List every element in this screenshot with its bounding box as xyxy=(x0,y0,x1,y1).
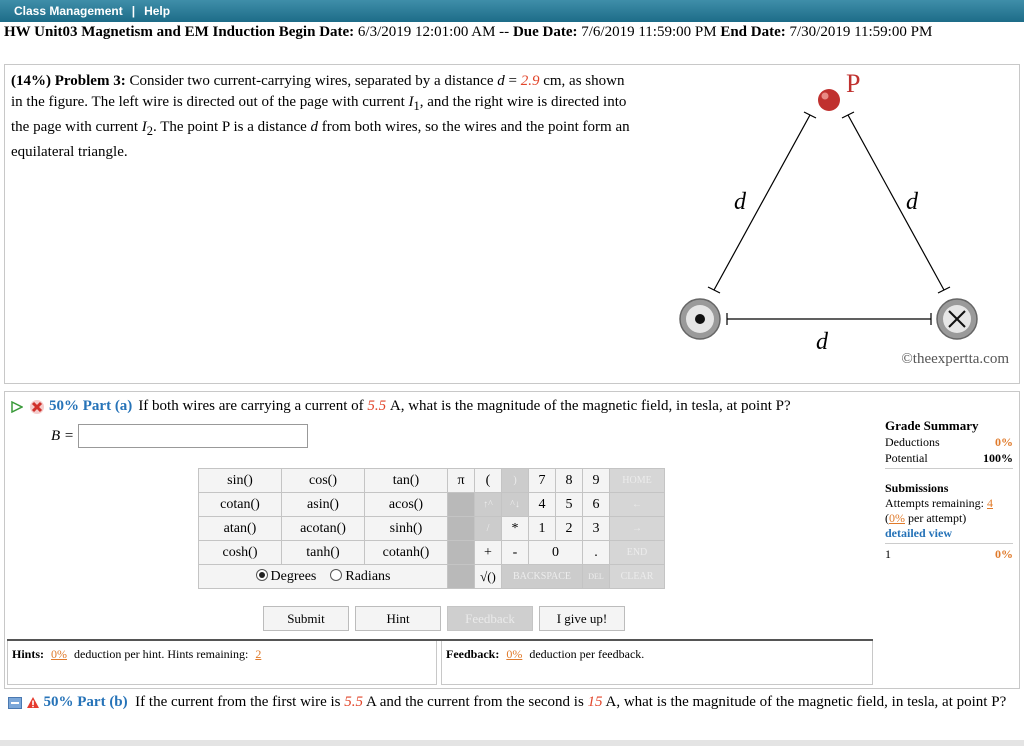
per-attempt-row xyxy=(885,511,1013,526)
potential-row xyxy=(885,450,1013,466)
digit-0-button[interactable]: 0 xyxy=(529,541,583,565)
current-i1-sub: 1 xyxy=(413,99,420,113)
submission-score: 0% xyxy=(995,547,1013,561)
feedback-panel xyxy=(441,641,873,685)
del-button[interactable]: DEL xyxy=(583,565,610,589)
equilateral-triangle-figure xyxy=(665,65,1021,365)
digit-9-button[interactable]: 9 xyxy=(583,469,610,493)
part-a-header xyxy=(11,398,791,415)
begin-date-value: 6/3/2019 12:01:00 AM -- xyxy=(357,24,510,40)
digit-2-button[interactable]: 2 xyxy=(556,517,583,541)
part-a-question-1: If both wires are carrying a current of xyxy=(138,398,364,414)
degrees-radio-indicator xyxy=(256,569,268,581)
degrees-radio[interactable] xyxy=(256,569,317,584)
problem-label: Problem 3: xyxy=(54,73,126,89)
radians-label: Radians xyxy=(345,568,391,584)
deductions-label: Deductions xyxy=(885,435,940,449)
grade-divider xyxy=(885,468,1013,469)
right-dimension-line xyxy=(848,115,944,290)
radians-radio[interactable] xyxy=(330,569,390,584)
per-attempt-pct: 0% xyxy=(889,511,905,525)
atan-button[interactable]: atan() xyxy=(199,517,282,541)
end-date-value: 7/30/2019 11:59:00 PM xyxy=(789,24,933,40)
point-p-highlight xyxy=(822,93,829,100)
multiply-button[interactable]: * xyxy=(502,517,529,541)
deductions-row xyxy=(885,434,1013,450)
copyright-notice: ©theexpertta.com xyxy=(901,351,1009,367)
cosh-button[interactable]: cosh() xyxy=(199,541,282,565)
deductions-value: 0% xyxy=(995,435,1013,449)
right-distance-label: d xyxy=(906,189,918,215)
potential-value: 100% xyxy=(983,451,1013,465)
part-b-box xyxy=(4,690,1020,740)
current-i1: I xyxy=(408,94,414,110)
part-a-percent-label: 50% Part (a) xyxy=(49,398,133,414)
feedback-text: deduction per feedback. xyxy=(529,647,645,661)
cos-button[interactable]: cos() xyxy=(282,469,365,493)
part-b-question-1: If the current from the first wire is xyxy=(135,694,341,710)
hints-deduction-pct: 0% xyxy=(51,647,68,661)
digit-3-button[interactable]: 3 xyxy=(583,517,610,541)
right-paren-button[interactable]: ) xyxy=(502,469,529,493)
begin-date-label: Begin Date: xyxy=(278,24,355,40)
hint-button[interactable]: Hint xyxy=(355,606,441,631)
hints-remaining: 2 xyxy=(255,647,262,661)
class-management-link[interactable]: Class Management xyxy=(14,4,123,18)
digit-7-button[interactable]: 7 xyxy=(529,469,556,493)
attempts-row xyxy=(885,496,1013,511)
left-arrow-button[interactable]: ← xyxy=(610,493,665,517)
problem-text-2: cm, as shown in the figure. The left wire is directed out of the page with current xyxy=(11,73,625,110)
answer-label: B = xyxy=(51,427,75,444)
per-attempt-lparen: ( xyxy=(885,511,889,525)
grade-summary xyxy=(885,418,1013,562)
home-button[interactable]: HOME xyxy=(610,469,665,493)
digit-1-button[interactable]: 1 xyxy=(529,517,556,541)
feedback-label: Feedback: xyxy=(446,647,500,661)
left-paren-button[interactable]: ( xyxy=(475,469,502,493)
left-distance-label: d xyxy=(734,189,746,215)
current-i2-sub: 2 xyxy=(146,124,154,138)
digit-5-button[interactable]: 5 xyxy=(556,493,583,517)
right-dim-tick-bottom xyxy=(938,287,950,293)
sqrt-button[interactable]: √() xyxy=(475,565,502,589)
distance-var: d xyxy=(497,73,505,89)
right-arrow-button[interactable]: → xyxy=(610,517,665,541)
assignment-header xyxy=(4,24,1020,41)
part-b-question-2: A and the current from the second is xyxy=(365,694,584,710)
submit-button[interactable]: Submit xyxy=(263,606,349,631)
hints-label: Hints: xyxy=(12,647,45,661)
submissions-divider xyxy=(885,543,1013,544)
problem-text-4: . The point P is a distance xyxy=(153,119,307,135)
right-dim-tick-top xyxy=(842,112,854,118)
due-date-value: 7/6/2019 11:59:00 PM xyxy=(581,24,717,40)
angle-mode-selector xyxy=(199,565,448,589)
per-attempt-text: per attempt) xyxy=(908,511,967,525)
empty-key-3 xyxy=(448,541,475,565)
action-buttons xyxy=(263,606,625,631)
sinh-button[interactable]: sinh() xyxy=(365,517,448,541)
part-a-question-2: A, what is the magnitude of the magnetic field, in tesla, at point P? xyxy=(389,398,791,414)
tanh-button[interactable]: tanh() xyxy=(282,541,365,565)
incorrect-x-icon xyxy=(29,399,45,415)
left-dimension-line xyxy=(714,115,810,290)
digit-6-button[interactable]: 6 xyxy=(583,493,610,517)
potential-label: Potential xyxy=(885,451,928,465)
radians-radio-indicator xyxy=(330,569,342,581)
decimal-point-button[interactable]: . xyxy=(583,541,610,565)
assignment-title: HW Unit03 Magnetism and EM Induction xyxy=(4,24,276,40)
part-b-question-3: A, what is the magnitude of the magnetic field, in tesla, at point P? xyxy=(605,694,1007,710)
grade-summary-title: Grade Summary xyxy=(885,418,979,433)
backspace-button[interactable]: BACKSPACE xyxy=(502,565,583,589)
part-b-current-2: 15 xyxy=(587,694,603,710)
plus-button[interactable]: + xyxy=(475,541,502,565)
digit-4-button[interactable]: 4 xyxy=(529,493,556,517)
submissions-title: Submissions xyxy=(885,481,949,495)
submission-history-row xyxy=(885,546,1013,562)
part-a-current-value: 5.5 xyxy=(367,398,387,414)
asin-button[interactable]: asin() xyxy=(282,493,365,517)
left-wire-dot xyxy=(695,314,705,324)
end-button[interactable]: END xyxy=(610,541,665,565)
end-date-label: End Date: xyxy=(720,24,786,40)
problem-weight: (14%) xyxy=(11,73,51,89)
digit-8-button[interactable]: 8 xyxy=(556,469,583,493)
play-icon[interactable] xyxy=(11,401,23,413)
problem-text-1: Consider two current-carrying wires, separated by a distance xyxy=(129,73,494,89)
help-link[interactable]: Help xyxy=(144,4,171,18)
part-b-current-1: 5.5 xyxy=(344,694,363,710)
sin-button[interactable]: sin() xyxy=(199,469,282,493)
current-i2: I xyxy=(141,119,147,135)
caret-down-button[interactable]: ^↓ xyxy=(502,493,529,517)
divide-button[interactable]: / xyxy=(475,517,502,541)
empty-key-1 xyxy=(448,493,475,517)
feedback-deduction-pct: 0% xyxy=(506,647,523,661)
page-footer xyxy=(0,740,1024,746)
empty-key-4 xyxy=(448,565,475,589)
part-a-box xyxy=(4,391,1020,689)
distance-value: 2.9 xyxy=(520,73,540,89)
point-p-label: P xyxy=(846,69,861,98)
distance-var-2: d xyxy=(310,119,319,135)
feedback-button[interactable]: Feedback xyxy=(447,606,533,631)
answer-input[interactable] xyxy=(78,424,308,448)
up-caret-button[interactable]: ↑^ xyxy=(475,493,502,517)
attempts-label: Attempts remaining: xyxy=(885,496,984,510)
warning-icon xyxy=(26,696,40,709)
point-p-marker xyxy=(818,89,840,111)
tan-button[interactable]: tan() xyxy=(365,469,448,493)
cotan-button[interactable]: cotan() xyxy=(199,493,282,517)
minus-button[interactable]: - xyxy=(502,541,529,565)
attempts-value: 4 xyxy=(986,496,993,510)
clear-button[interactable]: CLEAR xyxy=(610,565,665,589)
part-b-percent-label: 50% Part (b) xyxy=(43,694,128,710)
collapse-icon[interactable] xyxy=(8,697,22,709)
problem-text-3: , and the right wire is directed into the page with current xyxy=(11,94,627,135)
problem-text xyxy=(11,71,631,163)
problem-text-5: from both wires, so the wires and the point form an equilateral triangle. xyxy=(11,119,630,160)
acotan-button[interactable]: acotan() xyxy=(282,517,365,541)
acos-button[interactable]: acos() xyxy=(365,493,448,517)
give-up-button[interactable]: I give up! xyxy=(539,606,625,631)
calculator-keypad xyxy=(198,468,665,589)
pi-button[interactable]: π xyxy=(448,469,475,493)
bottom-distance-label: d xyxy=(816,329,828,355)
detailed-view-link[interactable]: detailed view xyxy=(885,526,952,540)
cotanh-button[interactable]: cotanh() xyxy=(365,541,448,565)
due-date-label: Due Date: xyxy=(512,24,578,40)
left-dim-tick-bottom xyxy=(708,287,720,293)
left-dim-tick-top xyxy=(804,112,816,118)
equals-sign: = xyxy=(508,73,517,89)
submission-number: 1 xyxy=(885,547,891,561)
nav-separator: | xyxy=(131,4,136,18)
answer-row xyxy=(51,424,308,448)
hints-panel xyxy=(7,641,437,685)
top-nav-bar xyxy=(0,0,1024,22)
problem-statement-box xyxy=(4,64,1020,384)
empty-key-2 xyxy=(448,517,475,541)
degrees-label: Degrees xyxy=(270,568,317,584)
hints-text: deduction per hint. Hints remaining: xyxy=(74,647,249,661)
